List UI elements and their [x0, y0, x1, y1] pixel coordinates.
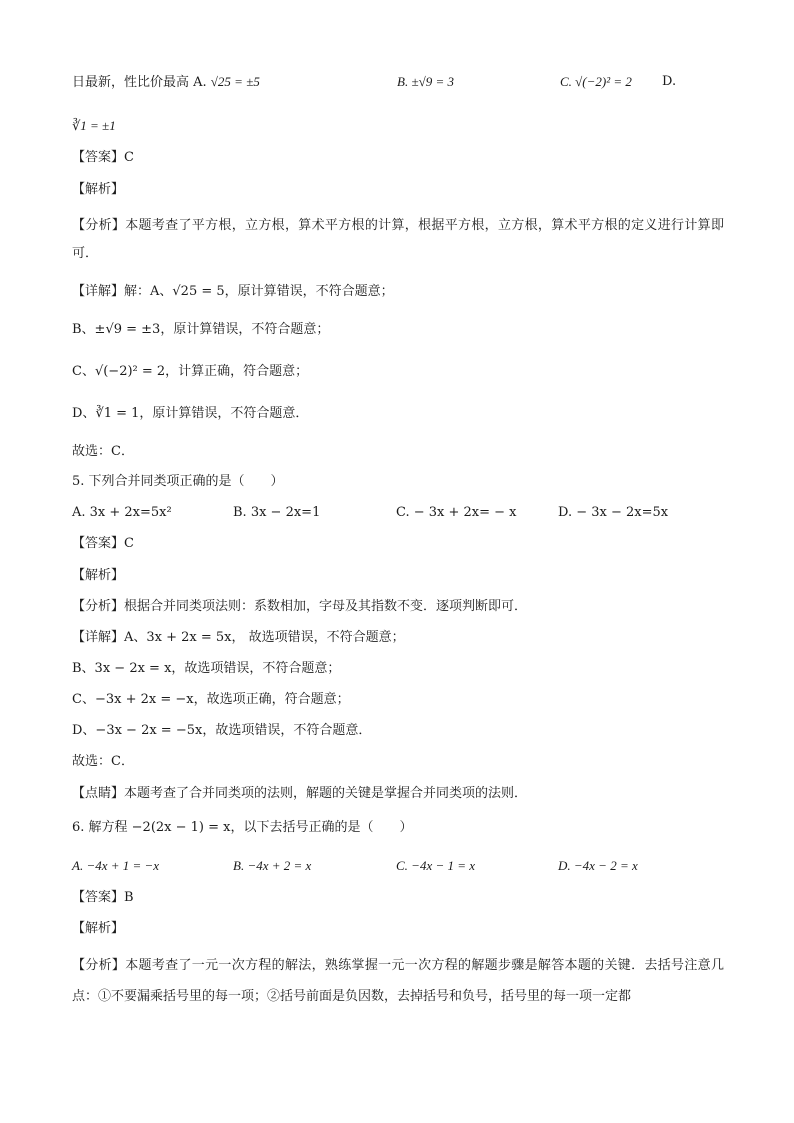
q5-option-b: B. 3x − 2x=1 [233, 505, 321, 520]
q6-fenxi: 【分析】本题考查了一元一次方程的解法，熟练掌握一元一次方程的解题步骤是解答本题的关键．去括号注意几点：①不要漏乘括号里的每一项；②括号前面是负因数，去掉括号和负号，括号里的每一项一定都 [72, 958, 724, 1004]
q4-answer: 【答案】C [72, 150, 134, 165]
q5-analysis-heading: 【解析】 [72, 568, 125, 583]
q5-option-a: A. 3x + 2x=5x² [72, 505, 172, 520]
q6-analysis-heading: 【解析】 [72, 921, 125, 936]
q5-stem: 5. 下列合并同类项正确的是（ ） [72, 474, 284, 489]
q4-choose: 故选：C． [72, 444, 134, 459]
q4-option-a: √25 = ±5 [210, 74, 260, 89]
q4-options-line [72, 72, 732, 93]
q6-option-a: A. −4x + 1 = −x [72, 858, 160, 873]
q5-detail-c: C、−3x + 2x = −x，故选项正确，符合题意； [72, 692, 350, 707]
q5-fenxi: 【分析】根据合并同类项法则：系数相加，字母及其指数不变．逐项判断即可． [72, 599, 528, 614]
q5-detail-d: D、−3x − 2x = −5x，故选项错误，不符合题意． [72, 723, 372, 738]
q4-detail-a: 【详解】解：A、√25 = 5，原计算错误，不符合题意； [72, 284, 394, 299]
q5-answer: 【答案】C [72, 536, 134, 551]
q5-option-c: C. − 3x + 2x= − x [396, 505, 517, 520]
q4-detail-c: C、√(−2)² = 2，计算正确，符合题意； [72, 364, 309, 379]
q5-detail-b: B、3x − 2x = x，故选项错误，不符合题意； [72, 661, 341, 676]
q5-dianjing: 【点睛】本题考查了合并同类项的法则，解题的关键是掌握合并同类项的法则． [72, 786, 528, 801]
q6-option-b: B. −4x + 2 = x [233, 858, 312, 873]
q4-analysis-heading: 【解析】 [72, 182, 125, 197]
q6-stem: 6. 解方程 −2(2x − 1) = x，以下去括号正确的是（ ） [72, 820, 413, 835]
q6-answer: 【答案】B [72, 890, 134, 905]
q4-lead-text: 日最新，性比价最高 A. [72, 75, 211, 90]
q5-option-d: D. − 3x − 2x=5x [558, 505, 669, 520]
q4-fenxi: 【分析】本题考查了平方根，立方根，算术平方根的计算，根据平方根，立方根，算术平方根的定义进行计算即可． [72, 218, 724, 261]
q4-detail-d: D、∛1 = 1，原计算错误，不符合题意． [72, 406, 309, 421]
q4-detail-b: B、±√9 = ±3，原计算错误，不符合题意； [72, 322, 330, 337]
q4-option-d-expr: ∛1 = ±1 [72, 118, 116, 133]
q6-option-c: C. −4x − 1 = x [396, 858, 476, 873]
q4-option-d: D. [662, 74, 677, 89]
q5-choose: 故选：C． [72, 754, 134, 769]
q6-option-d: D. −4x − 2 = x [558, 858, 638, 873]
q4-option-c: C. √(−2)² = 2 [560, 74, 632, 89]
q5-detail-a: 【详解】A、3x + 2x = 5x， 故选项错误，不符合题意； [72, 630, 405, 645]
q4-option-b: B. ±√9 = 3 [397, 74, 454, 89]
